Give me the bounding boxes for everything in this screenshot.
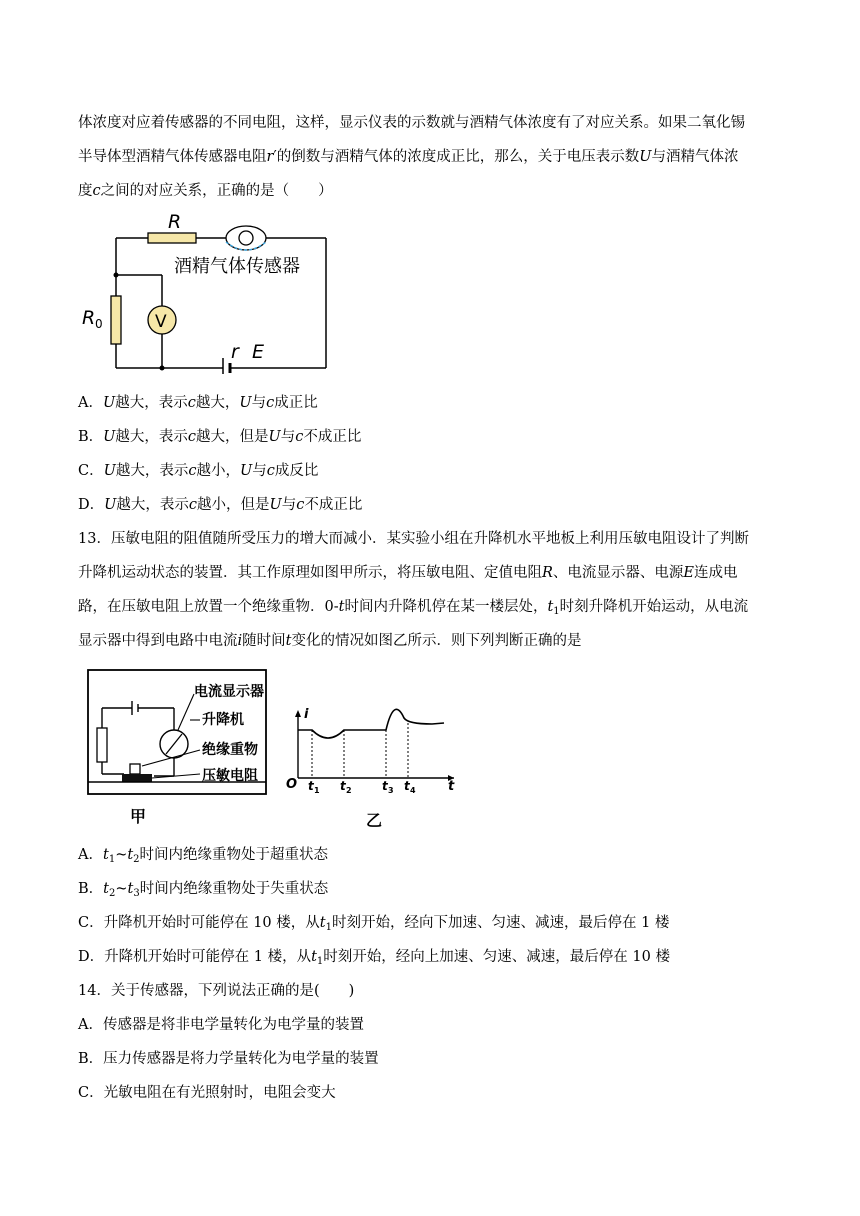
q12-text: 度: [78, 183, 93, 199]
q12-option-d: D．U越大，表示c越小，但是U与c不成正比: [78, 497, 363, 513]
svg-text:4: 4: [410, 786, 416, 795]
q12-text: ′的倒数与酒精气体的浓度成正比，那么，关于电压表示数: [273, 149, 640, 165]
svg-text:3: 3: [388, 786, 394, 795]
var-r: r: [266, 149, 274, 165]
q13-stem-line3: 路，在压敏电阻上放置一个绝缘重物．0-t时间内升降机停在某一楼层处，$t_1$时刻升降机开始运动，从电流: [78, 599, 749, 617]
label-R0: R: [82, 307, 96, 329]
q12-text: 与酒精气体浓: [651, 149, 739, 165]
q12-text: 半导体型酒精气体传感器电阻: [78, 149, 267, 165]
q12-text: 体浓度对应着传感器的不同电阻，这样，显示仪表的示数就与酒精气体浓度有了对应关系。如果二氧化锡: [78, 115, 745, 131]
svg-text:t: t: [382, 779, 388, 793]
q12-stem-line2: [78, 147, 738, 167]
q12-option-c: C．U越大，表示c越小，U与c成反比: [78, 463, 319, 479]
q12-text: 之间的对应关系，正确的是（ ）: [100, 183, 333, 199]
q12-option-a: A．U越大，表示c越大，U与c成正比: [78, 395, 318, 411]
label-insulated-weight: 绝缘重物: [202, 742, 258, 758]
q14-stem: 14．关于传感器，下列说法正确的是( ): [78, 983, 355, 999]
q13-option-d: D．升降机开始时可能停在 1 楼，从$t_1$时刻开始，经向上加速、匀速、减速，最后停在 10 楼: [78, 949, 670, 967]
q13-option-a: A．$t_1\sim t_2$时间内绝缘重物处于超重状态: [78, 847, 329, 865]
alcohol-sensor-circuit: [78, 208, 338, 374]
q12-stem-line3: [78, 181, 333, 201]
label-elevator: 升降机: [202, 712, 244, 728]
label-R: R: [168, 211, 182, 233]
svg-text:t: t: [340, 779, 346, 793]
elevator-figure: [82, 666, 462, 830]
q13-stem-line2: 升降机运动状态的装置．其工作原理如图甲所示，将压敏电阻、定值电阻R、电流显示器、电源E连成电: [78, 565, 738, 581]
svg-text:t: t: [404, 779, 410, 793]
var-U: U: [639, 149, 652, 165]
label-V: V: [155, 312, 167, 332]
label-pressure-resistor: 压敏电阻: [202, 768, 258, 784]
caption-jia: 甲: [130, 807, 147, 826]
svg-text:2: 2: [346, 786, 352, 795]
var-c: c: [92, 183, 101, 199]
q14-option-c: C．光敏电阻在有光照射时，电阻会变大: [78, 1085, 336, 1101]
q13-option-c: C．升降机开始时可能停在 10 楼，从$t_1$时刻开始，经向下加速、匀速、减速，最后停在 1 楼: [78, 915, 670, 933]
label-current-display: 电流显示器: [194, 684, 264, 700]
q14-option-b: B．压力传感器是将力学量转化为电学量的装置: [78, 1051, 379, 1067]
q12-stem-line1: [78, 113, 745, 133]
axis-t: t: [448, 779, 455, 794]
q13-stem-line4: 显示器中得到电路中电流i随时间t变化的情况如图乙所示．则下列判断正确的是: [78, 633, 582, 649]
svg-text:1: 1: [314, 786, 320, 795]
label-sensor: 酒精气体传感器: [174, 256, 300, 277]
q13-option-b: B．$t_2\sim t_3$时间内绝缘重物处于失重状态: [78, 881, 329, 899]
label-E: E: [252, 341, 265, 363]
origin-O: O: [286, 777, 298, 792]
axis-i: i: [304, 707, 309, 722]
svg-text:t: t: [308, 779, 314, 793]
q14-option-a: A．传感器是将非电学量转化为电学量的装置: [78, 1017, 364, 1033]
label-r: r: [231, 341, 239, 363]
caption-yi: 乙: [366, 811, 383, 830]
label-R0-sub: 0: [95, 317, 103, 331]
q12-option-b: B．U越大，表示c越大，但是U与c不成正比: [78, 429, 362, 445]
q13-stem-line1: 13．压敏电阻的阻值随所受压力的增大而减小．某实验小组在升降机水平地板上利用压敏电阻设计了判断: [78, 531, 749, 547]
